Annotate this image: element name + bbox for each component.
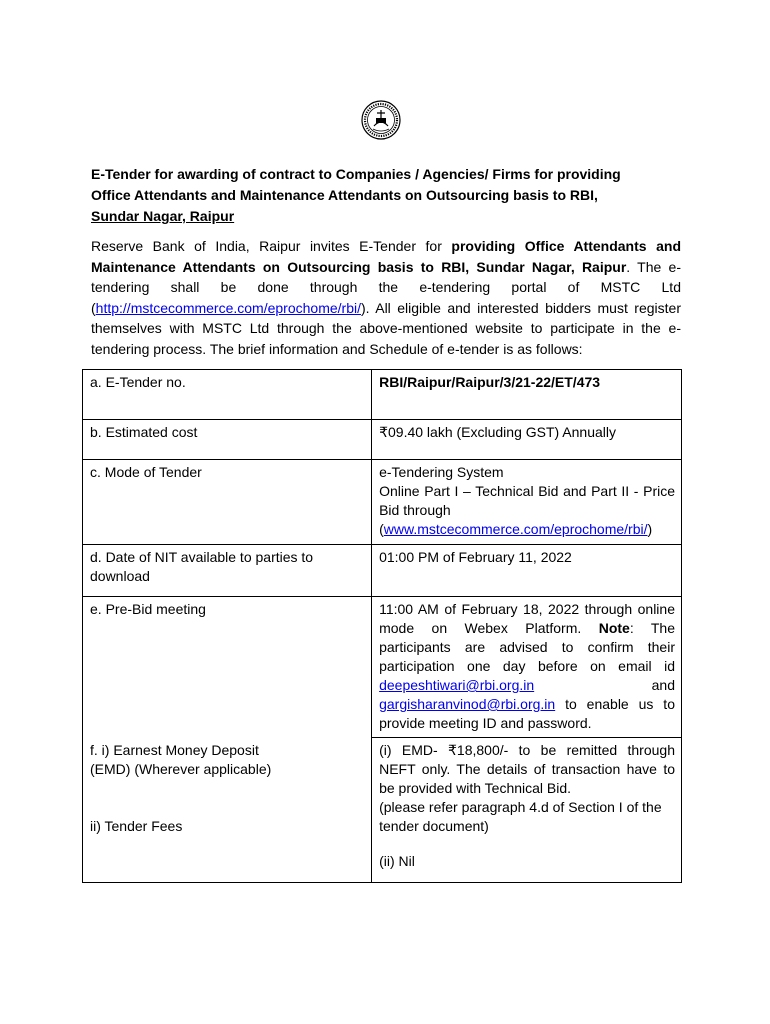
mstc-link[interactable]: www.mstcecommerce.com/eprochome/rbi/ — [383, 521, 648, 537]
mstc-portal-link[interactable]: http://mstcecommerce.com/eprochome/rbi/ — [95, 299, 361, 316]
table-row — [83, 370, 682, 420]
label-nit-date: d. Date of NIT available to parties to download — [83, 545, 372, 597]
label-pre-bid-meeting: e. Pre-Bid meeting — [83, 597, 372, 738]
intro-text-3: ). All eligible and interested bidders must register themselves with MSTC Ltd through the above-mentioned website to participate in the e-tendering process. The brief information and Schedule of e-tender is as follows: — [91, 299, 681, 357]
value-emd-note: (please refer paragraph 4.d of Section I of the tender document) — [379, 799, 662, 834]
value-tender-no: RBI/Raipur/Raipur/3/21-22/ET/473 — [372, 370, 682, 420]
mode-line-1: e-Tendering System — [379, 464, 504, 480]
title-line-2: Office Attendants and Maintenance Attendants on Outsourcing basis to RBI, — [91, 187, 598, 203]
prebid-text-2: : The participants are advised to confirm their participation one day before on email id — [379, 620, 676, 674]
email-link-2[interactable]: gargisharanvinod@rbi.org.in — [379, 696, 556, 712]
value-mode-of-tender — [372, 460, 682, 545]
intro-bold-text: providing Office Attendants and Maintenance Attendants on Outsourcing basis to RBI, Sundar Nagar, Raipur — [91, 238, 681, 275]
prebid-text-3: to enable us to provide meeting ID and password. — [379, 696, 675, 731]
value-pre-bid-meeting — [372, 597, 682, 738]
table-row — [83, 738, 682, 883]
table-row — [83, 420, 682, 460]
intro-text-1: Reserve Bank of India, Raipur invites E-Tender for — [91, 238, 452, 254]
title-line-3: Sundar Nagar, Raipur — [91, 208, 235, 224]
table-row — [83, 460, 682, 545]
value-nit-date: 01:00 PM of February 11, 2022 — [372, 545, 682, 597]
label-estimated-cost: b. Estimated cost — [83, 420, 372, 460]
prebid-note: Note — [598, 620, 630, 636]
label-mode-of-tender: c. Mode of Tender — [83, 460, 372, 545]
mode-link-wrap: (www.mstcecommerce.com/eprochome/rbi/) — [379, 521, 653, 537]
label-emd-and-fees — [83, 738, 372, 883]
value-tender-fees: (ii) Nil — [379, 853, 415, 869]
table-row — [83, 597, 682, 738]
label-tender-fees: ii) Tender Fees — [90, 817, 183, 834]
intro-paragraph — [91, 236, 681, 360]
value-estimated-cost: ₹09.40 lakh (Excluding GST) Annually — [372, 420, 682, 460]
table-row — [83, 545, 682, 597]
intro-text-2: . The e-tendering shall be done through the e-tendering portal of MSTC Ltd ( — [91, 258, 681, 316]
prebid-text-1: 11:00 AM of February 18, 2022 through online mode on Webex Platform. — [379, 601, 675, 636]
rbi-seal-logo — [360, 96, 402, 148]
tender-title — [91, 164, 681, 227]
mode-line-2: Online Part I – Technical Bid and Part II - Price Bid through — [379, 483, 675, 518]
value-emd-and-fees — [372, 738, 682, 883]
label-emd: f. i) Earnest Money Deposit (EMD) (Wherever applicable) — [90, 741, 272, 777]
value-emd: (i) EMD- ₹18,800/- to be remitted through NEFT only. The details of transaction have to be provided with Technical Bid. — [379, 742, 675, 796]
email-link-1[interactable]: deepeshtiwari@rbi.org.in — [379, 677, 535, 693]
prebid-and: and — [534, 677, 675, 693]
title-line-1: E-Tender for awarding of contract to Companies / Agencies/ Firms for providing — [91, 166, 621, 182]
label-tender-no: a. E-Tender no. — [83, 370, 372, 420]
tender-schedule-table — [82, 369, 682, 883]
